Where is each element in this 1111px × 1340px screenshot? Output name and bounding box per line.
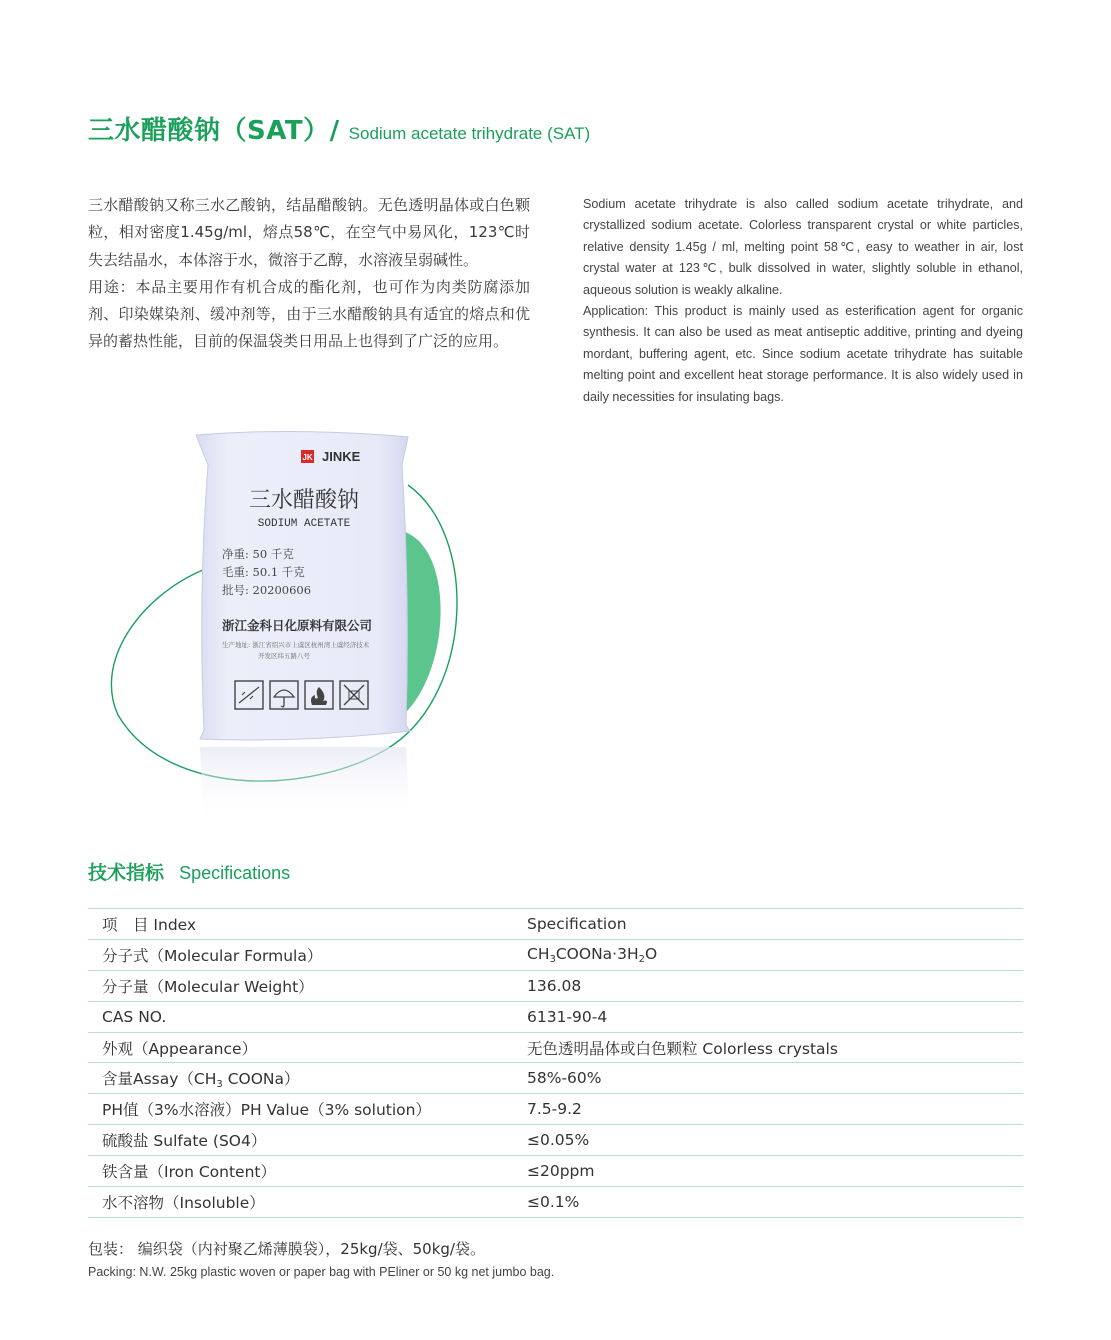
table-row (88, 1063, 1023, 1094)
page-title (88, 110, 590, 147)
bag-company: 浙江金科日化原料有限公司 (222, 618, 373, 633)
table-header-row (88, 909, 1023, 940)
row-name: 分子量（Molecular Weight） (88, 970, 527, 1001)
bag-address-line2: 开发区纬五路八号 (258, 652, 310, 660)
specifications-heading-en: Specifications (179, 863, 291, 883)
row-name: 水不溶物（Insoluble） (88, 1187, 527, 1218)
bag-net-weight: 净重: 50 千克 (222, 547, 294, 561)
row-value: ≤0.05% (527, 1125, 1023, 1156)
header-specification: Specification (527, 909, 1023, 940)
description-en-application: Application: This product is mainly used as esterification agent for organic synthesis. It can also be used as meat antiseptic additive, printing and dyeing mordant, buffering agent, etc. Since sodium acetate trihydrate has suitable melting point and excellent heat storage performance. It is also widely used in daily necessities for insulating bags. (583, 304, 1023, 404)
table-row (88, 1094, 1023, 1125)
row-name: PH值（3%水溶液）PH Value（3% solution） (88, 1094, 527, 1125)
packing-info (88, 1238, 554, 1279)
bag-address-line1: 生产地址: 浙江省绍兴市上虞区杭州湾上虞经济技术 (222, 641, 370, 649)
table-row (88, 970, 1023, 1001)
table-row (88, 1001, 1023, 1032)
table-row (88, 1032, 1023, 1063)
row-value: 58%-60% (527, 1063, 1023, 1094)
page-title-cn: 三水醋酸钠（SAT）/ (88, 116, 340, 146)
row-name: 硫酸盐 Sulfate (SO4） (88, 1125, 527, 1156)
table-row (88, 1187, 1023, 1218)
description-cn-paragraph: 三水醋酸钠又称三水乙酸钠，结晶醋酸钠。无色透明晶体或白色颗粒，相对密度1.45g/ml，熔点58℃，在空气中易风化，123℃时失去结晶水，本体溶于水，微溶于乙醇，水溶液呈弱碱性。 (88, 196, 530, 269)
logo-mark-text: JK (302, 453, 313, 462)
brand-name: JINKE (322, 449, 361, 464)
row-name: 铁含量（Iron Content） (88, 1156, 527, 1187)
specifications-heading-cn: 技术指标 (88, 862, 165, 884)
bag-gross-weight: 毛重: 50.1 千克 (222, 565, 305, 579)
row-value-formula: $CH_3COONa\cdot 3H_2O$ (527, 939, 1023, 970)
description-en (583, 194, 1023, 408)
header-index: 项 目 Index (88, 909, 527, 940)
description-cn-application: 用途：本品主要用作有机合成的酯化剂，也可作为肉类防腐添加剂、印染媒染剂、缓冲剂等，由于三水醋酸钠具有适宜的熔点和优异的蓄热性能，目前的保温袋类日用品上也得到了广泛的应用。 (88, 277, 530, 351)
product-bag-image (108, 425, 468, 825)
packing-cn: 包装： 编织袋（内衬聚乙烯薄膜袋），25kg/袋、50kg/袋。 (88, 1240, 485, 1258)
specifications-heading (88, 858, 290, 885)
row-value: 7.5-9.2 (527, 1094, 1023, 1125)
row-value: ≤0.1% (527, 1187, 1023, 1218)
specifications-table (88, 908, 1023, 1218)
row-name: 外观（Appearance） (88, 1032, 527, 1063)
description-en-paragraph: Sodium acetate trihydrate is also called sodium acetate trihydrate, and crystallized sodium acetate. Colorless transparent crystal or white particles, relative density 1.45g / ml, melting point 58℃, easy to weather in air, lost crystal water at 123℃, bulk dissolved in water, slightly soluble in ethanol, aqueous solution is weakly alkaline. (583, 197, 1023, 297)
row-name: CAS NO. (88, 1001, 527, 1032)
row-value: 无色透明晶体或白色颗粒 Colorless crystals (527, 1032, 1023, 1063)
packing-en: Packing: N.W. 25kg plastic woven or paper bag with PEliner or 50 kg net jumbo bag. (88, 1265, 555, 1279)
brand-logo (301, 449, 361, 464)
row-value: 6131-90-4 (527, 1001, 1023, 1032)
bag-batch: 批号: 20200606 (222, 583, 312, 597)
page-title-en: Sodium acetate trihydrate (SAT) (348, 124, 591, 143)
bag-name-en: SODIUM ACETATE (257, 518, 351, 530)
row-name: 分子式（Molecular Formula） (88, 939, 527, 970)
row-name-assay: 含量$Assay(CH_3$ COONa） (88, 1063, 527, 1094)
table-row (88, 939, 1023, 970)
table-row (88, 1156, 1023, 1187)
row-value: ≤20ppm (527, 1156, 1023, 1187)
bag-name-cn: 三水醋酸钠 (248, 488, 360, 513)
table-row (88, 1125, 1023, 1156)
description-cn (88, 192, 530, 356)
row-value: 136.08 (527, 970, 1023, 1001)
